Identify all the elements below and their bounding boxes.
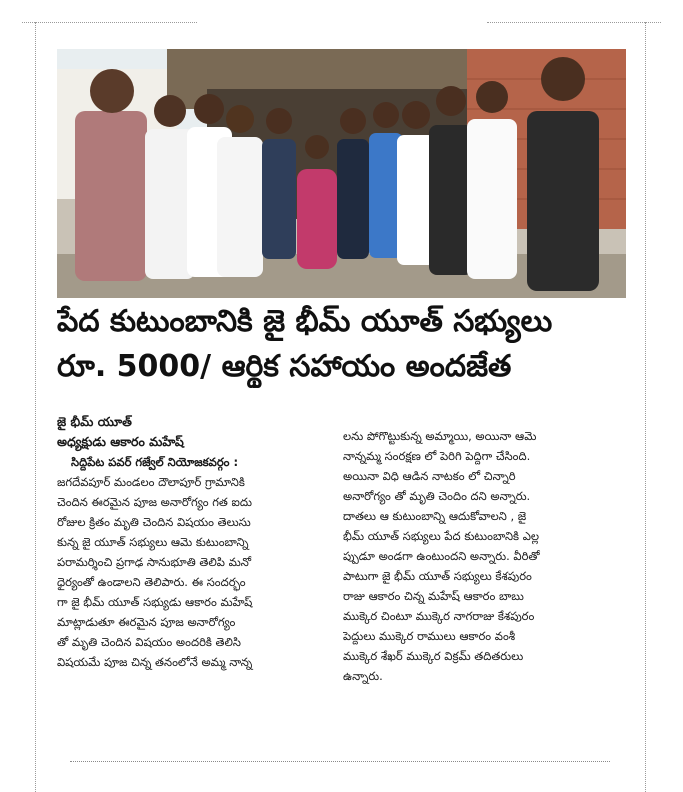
body-line: తో మృతి చెందిన విషయం అందరికి తెలిసి: [57, 635, 241, 649]
body-line: ముక్కెర శేఖర్ ముక్కెర విక్రమ్ తదితరులు: [343, 649, 524, 663]
body-line: పరామర్శించి ప్రగాఢ సానుభూతి తెలిపి మనో: [57, 555, 252, 569]
body-line: విషయమే పూజ చిన్న తనంలోనే అమ్మ నాన్న: [57, 655, 253, 669]
body-line: ముక్కెర చింటూ ముక్కెర నాగరాజు కేశపురం: [343, 609, 535, 623]
group-photo: [57, 49, 626, 298]
page-frame-right: [645, 22, 646, 792]
body-line: రాజు ఆకారం చిన్న మహేష్ ఆకారం బాబు: [343, 589, 524, 603]
body-line: ఉన్నారు.: [343, 669, 383, 683]
body-line: భీమ్ యూత్ సభ్యులు పేద కుటుంబానికి ఎల్ల: [343, 529, 540, 543]
body-line: జగదేవపూర్ మండలం దౌలాపూర్ గ్రామానికి: [57, 475, 245, 489]
byline-organization: జై భీమ్ యూత్: [57, 414, 132, 429]
body-line: మాట్లాడుతూ ఈరమైన పూజ అనారోగ్యం: [57, 615, 236, 629]
body-line: నాన్నమ్మ సంరక్షణ లో పెరిగి పెద్దిగా చేసింది.: [343, 449, 531, 463]
bottom-divider: [70, 761, 610, 762]
body-line: గా జై భీమ్ యూత్ సభ్యుడు ఆకారం మహేష్: [57, 595, 253, 609]
body-line: రోజుల క్రితం మృతి చెందిన విషయం తెలుసు: [57, 515, 251, 529]
body-line: అనారోగ్యం తో మృతి చెందిం దని అన్నారు.: [343, 489, 531, 503]
article-column-right: [343, 426, 627, 686]
page-frame-left: [35, 22, 36, 792]
body-line: అయినా విధి ఆడిన నాటకం లో చిన్నారి: [343, 469, 516, 483]
body-line: ప్పుడూ అండగా ఉంటుందని అన్నారు. వీరితో: [343, 549, 540, 563]
dateline: సిద్దిపేట పవర్ గజ్వేల్ నియోజకవర్గం :: [71, 455, 239, 469]
headline-line-2: రూ. 5000/ ఆర్థిక సహాయం అందజేత: [57, 349, 512, 384]
body-line: చెందిన ఈరమైన పూజ అనారోగ్యం గత ఐదు: [57, 495, 252, 509]
body-line: కున్న జై యూత్ సభ్యులు ఆమె కుటుంబాన్ని: [57, 535, 249, 549]
body-line: పాటుగా జై భీమ్ యూత్ సభ్యులు కేశపురం: [343, 569, 532, 583]
byline-author: అధ్యక్షుడు ఆకారం మహేష్: [57, 434, 184, 449]
article-column-left: [57, 412, 329, 672]
body-line: పెద్దులు ముక్కెర రాములు ఆకారం వంశీ: [343, 629, 516, 643]
body-line: లను పోగొట్టుకున్న అమ్మాయి, అయినా ఆమె: [343, 429, 537, 443]
body-line: దాతలు ఆ కుటుంబాన్ని ఆదుకోవాలని , జై: [343, 509, 527, 523]
body-line: ధైర్యంతో ఉండాలని తెలిపారు. ఈ సందర్భం: [57, 575, 246, 589]
headline-line-1: పేద కుటుంబానికి జై భీమ్ యూత్ సభ్యులు: [57, 304, 553, 339]
